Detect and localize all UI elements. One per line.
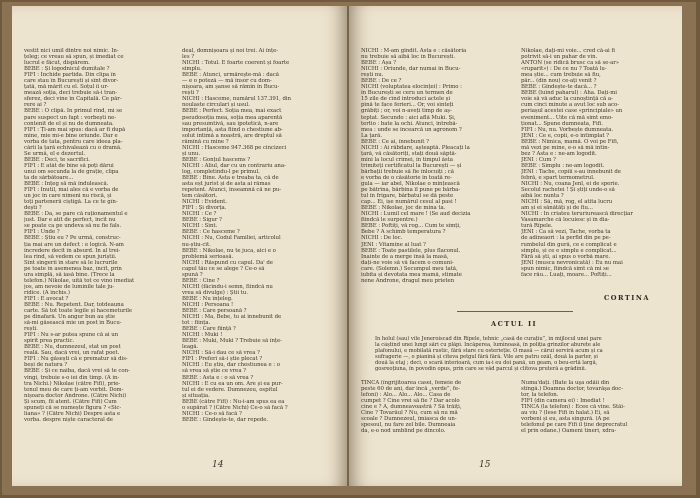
right-page-bottom-column-1: [361, 380, 501, 434]
text-line: vestit nici umil dintre noi nimic. In-: [24, 48, 119, 54]
text-line: FIFI : Ți-am mai spus: dacă ar fi după: [24, 126, 126, 133]
text-line: NICHI : E cu ea un om. Are și ea pur-: [182, 380, 283, 387]
text-line: spună ?: [182, 271, 203, 278]
text-line: vingi, trebuie s-o iei din timp. (A in-: [24, 374, 120, 381]
left-page: [12, 6, 347, 486]
text-line: la câștind unei lungi sări cu plăpi. Incăperea, luminoasă, în poliția grinzilor aburete ale: [375, 342, 601, 348]
text-line: o supărat ? (Către Nichi) Ce-o să facă ?: [182, 404, 288, 411]
text-line: FIFI : Inutil, mai ales că e vorba de: [24, 187, 119, 194]
text-line: face rău... Luați, moare... Poftiți...: [521, 271, 612, 278]
text-line: FIFI : Unde ?: [24, 229, 60, 236]
text-line: tor, la telefon.: [521, 392, 559, 399]
text-line: JENI (musca nevronicată) : Eu nu mai: [521, 259, 623, 266]
text-line: BEBE : Așa ?: [361, 60, 396, 67]
text-line: BEBE : Perfect. Soția mea, mai exact: [182, 108, 282, 115]
text-line: La țară.: [361, 132, 382, 139]
text-line: cum cinci minute a avut loc sub aco-: [521, 102, 619, 109]
text-line: mea știe... cum trebuie să fiu,: [521, 72, 601, 79]
text-line: cine e ? A, dumneavoastră ? Să trăiți,: [361, 404, 462, 411]
text-line: «ruparit») : De ce nu ? Toată lu-: [521, 66, 607, 73]
text-line: care. (Solemn.) Secumpul meu tată,: [361, 265, 458, 272]
text-line: NICHI : Lumil cel mare ! (Se aud decizia: [361, 211, 471, 218]
text-line: nu-știu-cît.: [182, 241, 211, 248]
text-line: cării la țară echivalează cu o dramă.: [24, 144, 122, 151]
text-line: BEBE : O clipă. În primul rînd, mi se: [24, 108, 123, 115]
text-line: spirit prea practic.: [24, 338, 75, 345]
text-line: plafonului, e mobilată rustic, fără stare cu osterieție. O masă — cărui serviră acum și ca: [375, 348, 603, 354]
text-line: și unu.: [182, 150, 200, 157]
text-line: NICHI : Aliul, dar cu un contrariu ana-: [182, 162, 286, 169]
text-line: Se urmă, el e dezertul.: [24, 150, 86, 157]
text-line: tul ei de vedere. Dumnezeu, ospitul: [182, 386, 278, 393]
text-line: JENI : Ce e, copii, e-o întîmplat ?: [521, 132, 609, 139]
text-line: bez ? Asta e : ne-am logodit.: [521, 150, 597, 157]
text-line: BEBE : Simplu : ne-am logodit.: [521, 162, 605, 169]
text-line: spun nimic, fiindcă simt că mi se: [521, 265, 609, 272]
text-line: rere ai ?: [24, 102, 47, 109]
text-line: tenul meu de care ți-am vorbit. Dom-: [24, 386, 124, 393]
text-line: Bebe ? A schimb temperatura ?: [361, 229, 446, 236]
text-line: lefoni) : Alo... Alo... Alo... Casa de: [361, 392, 451, 399]
text-line: ționat... Spune dumneata, Fifi.: [521, 120, 603, 127]
text-line: Și scum, fii atent. (Către Fifi) Cum: [24, 398, 117, 405]
text-line: grăbiți ; or, voi n-aveți timp de aș-: [361, 108, 452, 115]
text-line: BEBE : Care ființă ?: [182, 326, 236, 333]
text-line: BEBE : De ce ?: [361, 78, 402, 85]
text-line: dați-ne voie să vă facem o comuni-: [361, 259, 454, 266]
text-line: un joc în care nimeni nu riscă, și: [24, 193, 112, 200]
left-page-column-1: [24, 48, 164, 423]
text-line: eveniment... Uite că mă simt emo-: [521, 114, 613, 121]
text-line: importanță, asta fiind o chestiune ab-: [182, 126, 283, 133]
text-line: se poate ca pe undeva să nu fie fals.: [24, 223, 122, 230]
text-line: am și ei sănătăți și de fiu...: [521, 205, 593, 212]
text-line: NICHI : Să, mă, rog, el atita lucru: [521, 199, 613, 206]
text-line: noulaste circulari și usul.: [182, 102, 250, 109]
text-line: toți partenerii cîștigă. La ce te gîn-: [24, 199, 118, 206]
text-line: liana» ? (Către Nichi) Despre asta e: [24, 410, 121, 417]
text-line: FIFI : Nu găsești că e prematur să dis-: [24, 356, 128, 363]
text-line: trimiteți certificatul la București — și: [361, 162, 462, 169]
text-line: voie să vă aduc la cunoștință că a-: [521, 96, 613, 103]
text-line: spuneți că se numește figura ? «Sic-: [24, 404, 122, 411]
text-line: JENI : Tache, copiii s-au înnebunit de: [521, 168, 621, 175]
text-line: BEBE : Nikolae, joc de mina ta.: [361, 205, 446, 212]
text-line: de adineaori : la perfid din pe pe-: [521, 235, 611, 242]
text-line: cumpet ? Cine vrei să fie ? Dar acolo: [361, 398, 460, 405]
text-line: nu trebuie să aibă loc în București.: [361, 54, 456, 61]
text-line: NICHI (făcîndu-i semn, fiindcă nu: [182, 283, 273, 290]
text-line: spesoul, nu fare zel bile. Dumneaia: [361, 422, 456, 429]
text-line: pare suspect un fapt : vorbești ne-: [24, 114, 117, 121]
text-line: țeleg; ce vreau să spun, și imediat ce: [24, 54, 124, 61]
text-line: rămînă cu mine ?: [182, 138, 229, 145]
text-line: NICHI : Nu, coana Jenl, ei de sperie.: [521, 181, 620, 188]
text-line: au viu ? (Iese Fifi în halat.) Ei, să: [521, 410, 610, 417]
text-line: vorba. despre niște caracteral de: [24, 416, 113, 423]
text-line: NICHI : În criateu teruriurească direcțiar: [521, 211, 633, 218]
text-line: Secolul rachetei ! Și știți unde-o să: [521, 187, 615, 194]
text-line: BEBE : Și logodnicul dumitale ?: [24, 66, 110, 73]
text-line: păr... (din nou) ce-ați venit ?: [521, 78, 597, 85]
text-line: el prin odane.) Oameni tineri, xdra-: [521, 428, 617, 435]
text-line: pe toate în asemenea baz, încît, prin: [24, 265, 122, 272]
text-line: BEBE : Știu eu ? Pe urmă, construc-: [24, 235, 121, 242]
text-line: FIFI (din camera ei) : Imediat !: [521, 398, 605, 405]
text-line: solut intimă a noastră, are dreptul să: [182, 132, 282, 139]
stage-description: [375, 336, 657, 372]
text-line: contenit de el și nu de dumneata.: [24, 120, 114, 127]
text-line: TINCA (îngrijitoarea casei, femeie de: [361, 380, 462, 386]
text-line: FIFI : E atât de bine să poți dărui: [24, 162, 114, 169]
text-line: rumbelul din gură, ce e complicat e: [521, 241, 617, 248]
text-line: NICHI : Evident.: [182, 199, 227, 206]
text-line: sau presumtivă, sau ipotetică, n-are: [182, 120, 279, 127]
text-line: repetent. Atunci, înseamnă că ne pu-: [182, 187, 282, 194]
text-line: rești.: [24, 326, 38, 333]
text-line: BEBE : Asta e : o să vrea ?: [182, 374, 254, 381]
text-line: fiindcă le surpentre.): [361, 217, 418, 224]
text-line: BEBE : Nu înțeleg.: [182, 295, 233, 302]
text-line: NICHI : Muki !: [182, 332, 223, 339]
text-line: NICHI : Ce ?: [182, 211, 217, 218]
text-line: NICHI : Hasceme 947.368 pe cincizeci: [182, 144, 287, 151]
text-line: aibă loc nunta ?: [521, 193, 564, 200]
text-line: e vorba de o căsătorie în toată re-: [361, 174, 452, 181]
text-line: log, completindu-l pe primul.: [182, 168, 260, 175]
text-line: vrea să divulge) : Știi tu.: [182, 289, 248, 296]
text-line: NICHI : Nu, Codul Familiei, articolul: [182, 235, 281, 242]
text-line: nișoara doctor Androne. (Către Nichi): [24, 392, 127, 399]
text-line: BEBE : Nikolae, nu te juca, aici e o: [182, 247, 276, 254]
text-line: Numa'dați. (Bate la uşa odăii din: [521, 380, 610, 386]
text-line: tură Rîpele.: [521, 223, 553, 230]
text-line: BEBE : Sigur ?: [182, 217, 222, 224]
text-line: BEBE : Care persoană ?: [182, 308, 247, 315]
text-line: mine, mie mi-e bine oriunde. Dar e: [24, 132, 118, 139]
text-line: două la etaj ; deci, o scară interioară, cum ia-i eu doi pană, un geam, o beu-ertă largă,: [375, 360, 598, 366]
text-line: BEBE (către Fifi) : Nu-i-am spus ea ea: [182, 398, 285, 405]
right-page-column-2: [521, 48, 661, 278]
text-line: BEBE : Gîndește-te dacă... ?: [521, 84, 597, 91]
text-line: lea rînd, să vedem ce spun juriștii.: [24, 253, 117, 260]
text-line: tul în frigare, bărbatul se dă peste: [361, 193, 454, 200]
text-line: NICHI : Eu știu, dar chestiunea e : o: [182, 362, 280, 369]
text-line: să vrea să știe ce vrea ?: [182, 368, 246, 375]
text-line: scoale ? Dumnezeul, îmiasca de un-: [361, 416, 457, 423]
text-line: NICHI : Să-i dau ce să vrea ?: [182, 350, 260, 357]
text-line: telefon.) Nikolae, uită tot ce vino imediat: [24, 277, 135, 284]
right-page-column-1: [361, 48, 501, 284]
text-line: Nikolae, dați-mi voie... cred că-ai fi: [521, 48, 615, 54]
text-line: tot : ființa.: [182, 320, 211, 327]
text-line: simplu.: [182, 66, 202, 73]
text-line: rești nu.: [361, 72, 384, 79]
text-line: beși de natura ?: [24, 362, 68, 369]
text-line: BEBE : Și ce naiba, dacă vrei să te con-: [24, 368, 130, 375]
text-line: BEBE : Atunci, urmărește-mă : dacă: [182, 72, 279, 79]
text-line: țară, vă căsătoriți, stați două săptă-: [361, 150, 457, 157]
text-line: În holul (sau) vile Jeneroiscad din Rîpele, tehnic „casă de curațiu”, în mijlocul unei pare: [375, 336, 602, 342]
text-line: BEBE : Nu. Repetent. Dar, totdeauna: [24, 301, 124, 308]
text-line: simplu, și ce e simplu e complicat...: [521, 247, 617, 254]
text-line: FIFI : Preferi să-i știe plecat ?: [182, 356, 263, 363]
text-line: peste 60 de ani, dar încă „verde”, fe-: [361, 386, 460, 393]
text-line: teptat. Secundo : aici află Muki. Și,: [361, 114, 456, 121]
text-line: ura simplă, să iasă bine. (Trece la: [24, 271, 115, 278]
text-line: BEBE : Nimica, mamă. O voi pe Fifi,: [521, 138, 619, 145]
text-line: cap... Ei, ișe numărul cesul al pasi !: [361, 199, 457, 206]
text-line: BEBE : Da, se pare că raționamentul e: [24, 211, 128, 218]
text-line: capul tău ce se alege ? Ce-o să: [182, 265, 265, 272]
text-line: febră, e spart termometrul.: [521, 174, 595, 181]
text-line: ta de sărbătoare...: [24, 174, 74, 181]
text-line: lucrul e făcut, dispărem.: [24, 60, 90, 67]
text-line: NICHI : M-am gîndit. Asta e : căsătoria: [361, 48, 467, 54]
text-line: jos, am nevoie de luminile tale ju-: [24, 283, 115, 290]
text-line: NICHI : Hasceme, numărul 137.391, din: [182, 96, 291, 103]
left-page-column-2: [182, 48, 322, 423]
text-line: Cine ? Tovarăul ? Nu, cum să nu mă: [361, 410, 458, 417]
text-line: NICHI : Sînt.: [182, 223, 218, 230]
right-page-bottom-column-2: [521, 380, 661, 434]
text-line: BEBE : Înțeg să mă îndulească.: [24, 181, 109, 188]
text-line: NICHI : De loc.: [361, 235, 403, 242]
text-line: just. Dar e atît de perfect, încît nu: [24, 217, 116, 224]
text-line: gula — iar abel, Nikolae o mințească: [361, 181, 460, 188]
text-line: reală. Sau, dacă vrei, un rafat poet.: [24, 350, 120, 357]
cortina-heading: CORTINA: [604, 294, 650, 302]
text-line: unui om secunda la de grație, clipa: [24, 168, 119, 175]
text-line: NICHI : Persoana !: [182, 301, 234, 308]
text-line: Fără să ști, ai spus o vorbă mare.: [521, 253, 611, 260]
text-line: să-mi găsească mie un post în Bucu-: [24, 320, 122, 327]
text-line: FIFI : Inchide partida. Din clipa în: [24, 72, 116, 79]
text-line: da, e-o nod umblind pe dincolo.: [361, 428, 446, 435]
text-line: NICHI (voluptatea elocinței) : Primo :: [361, 84, 462, 91]
text-line: încredere decît în absurd. În al trei-: [24, 247, 121, 254]
text-line: iubita și devotata mea mamă, stimate: [361, 271, 462, 278]
text-line: NICHI : Ma, Bebe, tu ai înnebunit de: [182, 314, 282, 321]
text-line: deal, domnișoara și noi trei. Ai înțe-: [182, 48, 278, 54]
text-line: în București se ceru un termen de: [361, 90, 453, 97]
text-line: problemă serioasă.: [182, 253, 234, 260]
text-line: nișoara, am șanse să rămîn în Bucu-: [182, 84, 280, 91]
text-line: pe bătrîna, bărbina îl pune pe bărba-: [361, 187, 461, 194]
text-line: FIFI : Și divorța.: [182, 205, 227, 212]
text-line: asta eșt jurist și de asta ai rămas: [182, 181, 271, 188]
text-line: și situația.: [182, 392, 210, 399]
text-line: NICHI : Oriunde, dar numai în Bucu-: [361, 66, 461, 73]
text-line: FIFI : Nu, nu. Vorbește dumneata.: [521, 126, 614, 133]
text-line: NICHI : Răspund cu capul. Da' de: [182, 259, 273, 266]
text-line: dești ?: [24, 205, 42, 212]
text-line: tem căsători.: [182, 193, 218, 200]
text-line: NICHI : Totul. E foarte coerent și foarte: [182, 60, 290, 67]
text-line: Sînt sîngerii în stare să le lucrurile: [24, 259, 118, 266]
text-line: JENI : Vitamine ai luat ?: [361, 241, 426, 248]
text-line: BEBE : Ce ai, înnebunit ?: [361, 138, 429, 145]
text-line: pe dinafară. Un angur bun au știe: [24, 314, 115, 321]
text-line: BEBE : Muki, Muki ? Trebuie să înțe-: [182, 338, 282, 345]
text-line: pînă te face ferieri... Or, voi sînteți: [361, 102, 454, 109]
text-line: bărbații trebuie să fie înlocuiți ; că: [361, 168, 454, 175]
page-number-right: 15: [479, 460, 491, 470]
text-line: — e o poteză — mă însor cu dom-: [182, 78, 272, 85]
text-line: BEBE : Ce hasceme ?: [182, 229, 240, 236]
text-line: sferez, deci vine în Capitală. Ce păr-: [24, 96, 122, 103]
text-line: Înainte de a merge însă la masă,: [361, 253, 449, 260]
text-line: FIFI : Nu s-ar putea spune că ai un: [24, 332, 119, 339]
text-line: țată, mă mărit cu el. Soțul îi ur-: [24, 84, 109, 91]
text-line: telefonul pe care Fifi îl ține deprecratul: [521, 422, 628, 429]
section-divider: [457, 311, 573, 312]
text-line: BEBE : Cine ?: [182, 277, 220, 284]
text-line: care stau în București și sînt divor-: [24, 78, 119, 85]
right-page: [349, 6, 682, 486]
text-line: BEBE : Gîndește-te, dar repede.: [182, 416, 269, 423]
text-line: JENI : Cum ?: [521, 156, 556, 163]
text-line: NICHI : Ai răbdare, așteaptă. Pleacați la: [361, 144, 470, 151]
text-line: ția mai are un defect : e logică. N-am: [24, 241, 124, 248]
text-line: BEBE : Bine. Asta e treaba ta, că de: [182, 174, 279, 181]
text-line: gosreoțiuna, în povodin opus, prin care se văd parcul și clitova pruteră a grădinii.: [375, 366, 587, 372]
text-line: TINCA (la telefon) : Ecee că vine. Stăi-: [521, 404, 625, 411]
text-line: tertio : bate la ochi. Atunci, întrebă-: [361, 120, 458, 127]
text-line: mează soția, deci trebuie să-i tran-: [24, 90, 118, 97]
text-line: ANTON (se ridică brusc ca să se-ar»: [521, 60, 620, 67]
text-line: vorba de tata, pentru care ideea pla-: [24, 138, 123, 145]
text-line: BEBE : Poftiți, vă rog... Cum te simți,: [361, 223, 461, 230]
text-line: potrivit să-i un pahar de vin.: [521, 54, 598, 61]
text-line: nene Androne, dragul meu prieten: [361, 277, 455, 284]
text-line: leagă.: [182, 344, 199, 351]
act-heading: ACTUL II: [491, 320, 538, 328]
text-line: pseudosoția mea, soția mea aparentă: [182, 114, 283, 121]
text-line: 15 zile de cînd introduci actele și: [361, 96, 451, 103]
text-line: tra Nichi.) Nikolae (către Fifi), prie-: [24, 380, 121, 387]
text-line: carte. Să tot toate legile și hacemeturile: [24, 308, 133, 315]
text-line: les ?: [182, 54, 195, 61]
page-number-left: 14: [212, 460, 224, 470]
text-line: BEBE (luînd paharul) : Aha. Dați-mi: [521, 90, 617, 97]
text-line: JENI : Ca să vezi, Tache, vorba ta: [521, 229, 611, 236]
text-line: BEBE : Deci, te sacrifici.: [24, 156, 90, 163]
text-line: Vasamarche că locuiesc și în dia-: [521, 217, 610, 224]
text-line: mîni la locul crimei, în timpul ăsta: [361, 156, 453, 163]
text-line: mea : unde se încearcă un agronom ?: [361, 126, 462, 133]
text-line: periașul acestei case «principiale» un: [521, 108, 623, 115]
text-line: ridice. (A închis.): [24, 289, 70, 296]
text-line: NICHI : Ce-o să facă ?: [182, 410, 242, 417]
text-line: BEBE : Nu, dumnezeul, stat un post: [24, 344, 121, 351]
text-line: BEBE : Toate pastilele, plus flaconul.: [361, 247, 461, 254]
text-line: rești ?: [182, 90, 199, 97]
text-line: FIFI : E avocat ?: [24, 295, 69, 302]
text-line: sufragerie —, o pianină și cîteva petgul fără fără. Vile are patru ozăl, două la parter, și: [375, 354, 598, 360]
text-line: stîngă.) Doamna doctor, tovarăşa doc-: [521, 386, 623, 393]
text-line: mă vezi pe mine, e-o să mă întîn-: [521, 144, 610, 151]
text-line: vorbeni și eu, asta singură. (A pe: [521, 416, 610, 423]
text-line: BEBE : Gonțul hascems ?: [182, 156, 251, 163]
